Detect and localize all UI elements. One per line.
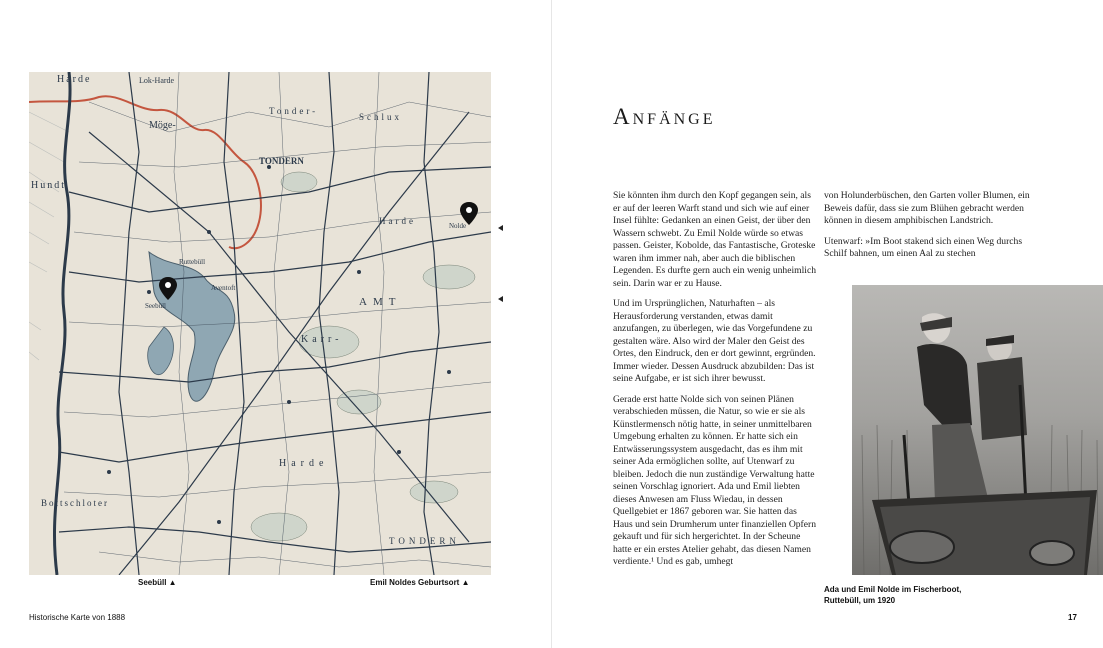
marker-arrow-seebuell [498, 296, 503, 302]
map-label: Karr- [301, 334, 343, 345]
photo-caption [824, 584, 1024, 606]
paragraph: Utenwarf: »Im Boot stakend sich einen Weg durchs Schilf bahnen, um einen Aal zu stechen [824, 235, 1023, 259]
map-label: AMT [359, 296, 402, 308]
map-label: Ruttebüll [179, 258, 206, 266]
map-label: Schlux [359, 112, 403, 122]
right-page [552, 0, 1103, 648]
paragraph: Gerade erst hatte Nolde sich von seinen Plänen verabschieden müssen, die Natur, so wie er sie als Künstlermensch nötig hatte, in seiner unmittelbaren Umgebung erhalten zu können. Er hatte sich ein Entwässerungssystem ausgedacht, das es ihm mit seiner Ada ermöglichen sollte, auf Utenwarf zu bleiben. Jedoch die nun zuständige Verwaltung hatte seinen Vorschlag ignoriert. Ada und Emil liebten dieses Anwesen am Fluss Wiedau, in dessen Quellgebiet er 1867 geboren war. Sie hatten das Haus und sein Drumherum unter finanziellen Opfern gekauft und für sich hergerichtet. In der Scheune hatte er ein erstes Atelier gehabt, das diesen Namen verdiente.¹ Und es gab, umhegt [613, 393, 817, 567]
paragraph: Sie könnten ihm durch den Kopf gegangen sein, als er auf der leeren Warft stand und sich wie auf einer Insel fühlte: Gedanken an einen Geist, der über den Wassern schwebt. Zu Emil Nolde würde so etwas passen. Geister, Kobolde, das Fantastische, Groteske waren ihm immer nah, aber auch die biblischen Legenden. Es durfte gern auch ein wenig unheimlich sein. Darin war er zu Hause. [613, 190, 816, 289]
map-label: Bottschloter [41, 498, 109, 508]
map-label: Harde [279, 458, 329, 469]
map-label: Hundt [31, 180, 66, 191]
caption-birthplace: Emil Noldes Geburtsort ▲ [370, 578, 470, 587]
map-label: Tonder- [269, 106, 319, 116]
photo-caption-line: Ruttebüll, um 1920 [824, 596, 896, 605]
caption-seebuell: Seebüll ▲ [138, 578, 177, 587]
map-label: Möge- [149, 120, 176, 131]
map-label: Seebüll [145, 302, 166, 310]
photo-caption-line: Ada und Emil Nolde im Fischerboot, [824, 585, 962, 594]
map-label: Harde [379, 216, 416, 226]
historic-map-image [29, 72, 491, 575]
map-label: Harde [57, 74, 92, 85]
map-label: TONDERN [259, 156, 304, 166]
map-label: TONDERN [389, 536, 460, 546]
photo-boat [852, 285, 1103, 575]
map-label: Lok-Harde [139, 76, 175, 85]
left-page [0, 0, 551, 648]
paragraph: Und im Ursprünglichen, Naturhaften – als Herausforderung verstanden, etwas damit anzufangen, zu überlegen, wie das Vorgefundene zu gestalten wäre. Also wird der Maler den Geist des Ortes, den Eindruck, den er dort gewinnt, ergründen. Immer wieder. Dessen Ausdruck abzubilden: Das ist seine Aufgabe, er ist sich ihrer bewusst. [613, 298, 816, 384]
map-label: Nolde [449, 222, 467, 230]
page-number: 17 [1068, 613, 1077, 622]
folio-left: Historische Karte von 1888 [29, 613, 126, 622]
map-label: Aventoft [211, 284, 236, 292]
text-column-2 [824, 190, 1039, 269]
chapter-title: Anfänge [613, 104, 716, 129]
text-column-1 [613, 190, 818, 577]
marker-arrow-birthplace [498, 225, 503, 231]
paragraph: von Holunderbüschen, den Garten voller Blumen, ein Beweis dafür, dass sie zum Blühen gebracht werden können in diesem amphibischen Landstrich. [824, 190, 1030, 226]
